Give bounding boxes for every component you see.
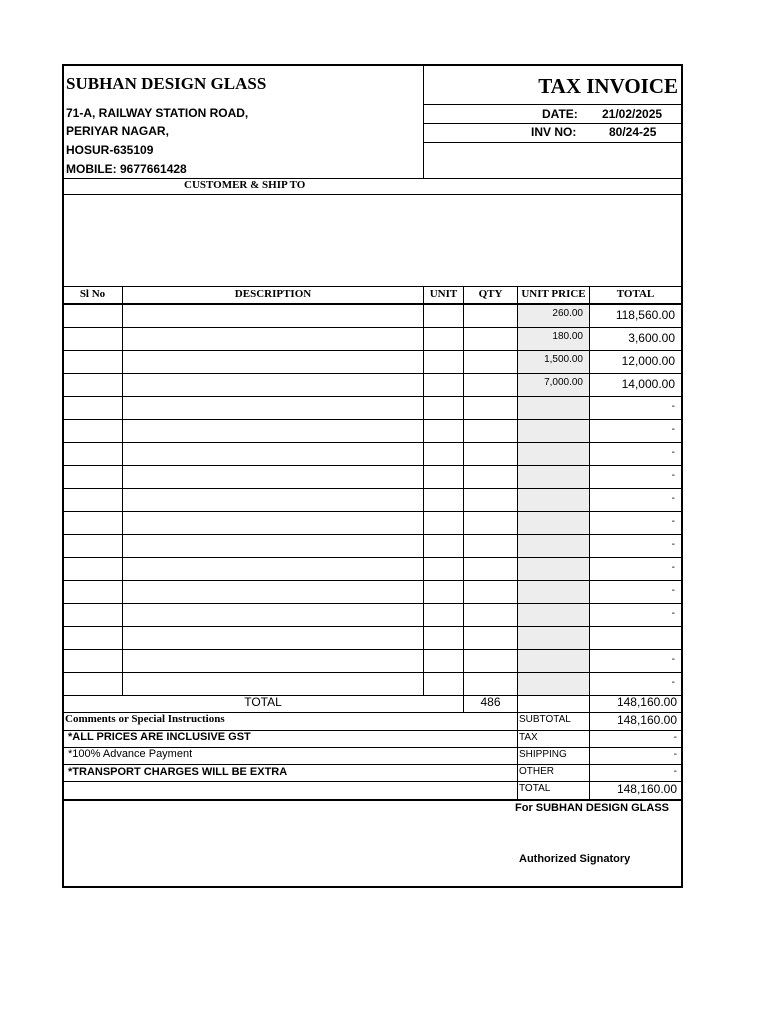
line-total-cell: - bbox=[671, 677, 675, 688]
col-header-total: TOTAL bbox=[616, 288, 655, 300]
table-row bbox=[62, 488, 683, 511]
line-total-cell: - bbox=[671, 516, 675, 527]
line-total-cell: - bbox=[671, 562, 675, 573]
for-company-line: For SUBHAN DESIGN GLASS bbox=[515, 802, 670, 814]
summary-label: TOTAL bbox=[519, 783, 551, 794]
line-total-cell: - bbox=[671, 539, 675, 550]
table-row bbox=[62, 350, 683, 373]
table-row bbox=[62, 396, 683, 419]
address-line-2: PERIYAR NAGAR, bbox=[66, 124, 169, 138]
table-row bbox=[62, 649, 683, 672]
line-total-cell: - bbox=[671, 608, 675, 619]
comment-line-3: *TRANSPORT CHARGES WILL BE EXTRA bbox=[68, 766, 288, 778]
date-underline bbox=[423, 123, 681, 124]
address-line-1: 71-A, RAILWAY STATION ROAD, bbox=[66, 106, 249, 120]
invno-underline bbox=[423, 142, 681, 143]
col-header-description: DESCRIPTION bbox=[234, 288, 312, 300]
summary-value: 148,160.00 bbox=[616, 782, 677, 796]
header-bottom-line bbox=[62, 178, 683, 179]
comments-header: Comments or Special Instructions bbox=[65, 713, 225, 725]
totals-col-line bbox=[517, 695, 518, 712]
table-row bbox=[62, 465, 683, 488]
mobile-line: MOBILE: 9677661428 bbox=[66, 162, 187, 176]
summary-label-divider bbox=[517, 712, 518, 799]
unit-price-cell: 180.00 bbox=[552, 331, 583, 342]
comment-line-2: *100% Advance Payment bbox=[68, 748, 193, 760]
summary-value: 148,160.00 bbox=[616, 713, 677, 727]
line-total-cell: - bbox=[671, 493, 675, 504]
inv-no-value: 80/24-25 bbox=[609, 125, 657, 139]
unit-price-cell: 260.00 bbox=[552, 308, 583, 319]
col-header-qty: QTY bbox=[478, 288, 503, 300]
line-total-cell: - bbox=[671, 654, 675, 665]
summary-value: - bbox=[673, 732, 677, 743]
summary-value: - bbox=[673, 766, 677, 777]
address-line-3: HOSUR-635109 bbox=[66, 143, 154, 157]
table-row bbox=[62, 626, 683, 649]
table-row bbox=[62, 672, 683, 695]
company-name: SUBHAN DESIGN GLASS bbox=[66, 74, 267, 93]
col-header-sl: Sl No bbox=[79, 288, 106, 300]
table-row bbox=[62, 534, 683, 557]
line-total-cell: - bbox=[671, 585, 675, 596]
date-label: DATE: bbox=[542, 107, 578, 121]
line-total-cell: 12,000.00 bbox=[621, 354, 675, 368]
table-total-qty: 486 bbox=[480, 695, 501, 709]
table-total-amount: 148,160.00 bbox=[616, 695, 677, 709]
table-row bbox=[62, 419, 683, 442]
border-top bbox=[62, 64, 683, 66]
unit-price-cell: 7,000.00 bbox=[544, 377, 583, 388]
line-total-cell: - bbox=[671, 470, 675, 481]
table-row bbox=[62, 373, 683, 396]
summary-label: TAX bbox=[519, 732, 538, 743]
line-total-cell: - bbox=[671, 424, 675, 435]
line-total-cell: - bbox=[671, 401, 675, 412]
header-divider bbox=[423, 64, 424, 178]
line-total-cell: 118,560.00 bbox=[615, 308, 675, 322]
unit-price-cell: 1,500.00 bbox=[544, 354, 583, 365]
summary-label: OTHER bbox=[519, 766, 554, 777]
title-underline bbox=[423, 104, 681, 105]
footer-divider bbox=[62, 799, 683, 801]
table-row bbox=[62, 603, 683, 626]
line-total-cell: - bbox=[671, 447, 675, 458]
comment-line-1: *ALL PRICES ARE INCLUSIVE GST bbox=[68, 731, 251, 743]
customer-header-line bbox=[62, 194, 683, 195]
table-row bbox=[62, 580, 683, 603]
date-value: 21/02/2025 bbox=[602, 107, 663, 121]
table-row bbox=[62, 327, 683, 350]
line-total-cell: 3,600.00 bbox=[628, 331, 675, 345]
invoice-title: TAX INVOICE bbox=[538, 74, 678, 98]
summary-value: - bbox=[673, 749, 677, 760]
table-row bbox=[62, 304, 683, 327]
table-row bbox=[62, 442, 683, 465]
col-header-unit-price: UNIT PRICE bbox=[521, 288, 586, 300]
customer-ship-to-header: CUSTOMER & SHIP TO bbox=[184, 179, 306, 191]
authorized-signatory: Authorized Signatory bbox=[519, 853, 631, 865]
summary-label: SUBTOTAL bbox=[519, 714, 571, 725]
table-row bbox=[62, 557, 683, 580]
inv-no-label: INV NO: bbox=[531, 125, 577, 139]
table-row bbox=[62, 511, 683, 534]
border-bottom bbox=[62, 886, 683, 888]
table-total-label: TOTAL bbox=[244, 695, 282, 709]
summary-label: SHIPPING bbox=[519, 749, 567, 760]
col-header-unit: UNIT bbox=[429, 288, 458, 300]
line-total-cell: 14,000.00 bbox=[621, 377, 675, 391]
